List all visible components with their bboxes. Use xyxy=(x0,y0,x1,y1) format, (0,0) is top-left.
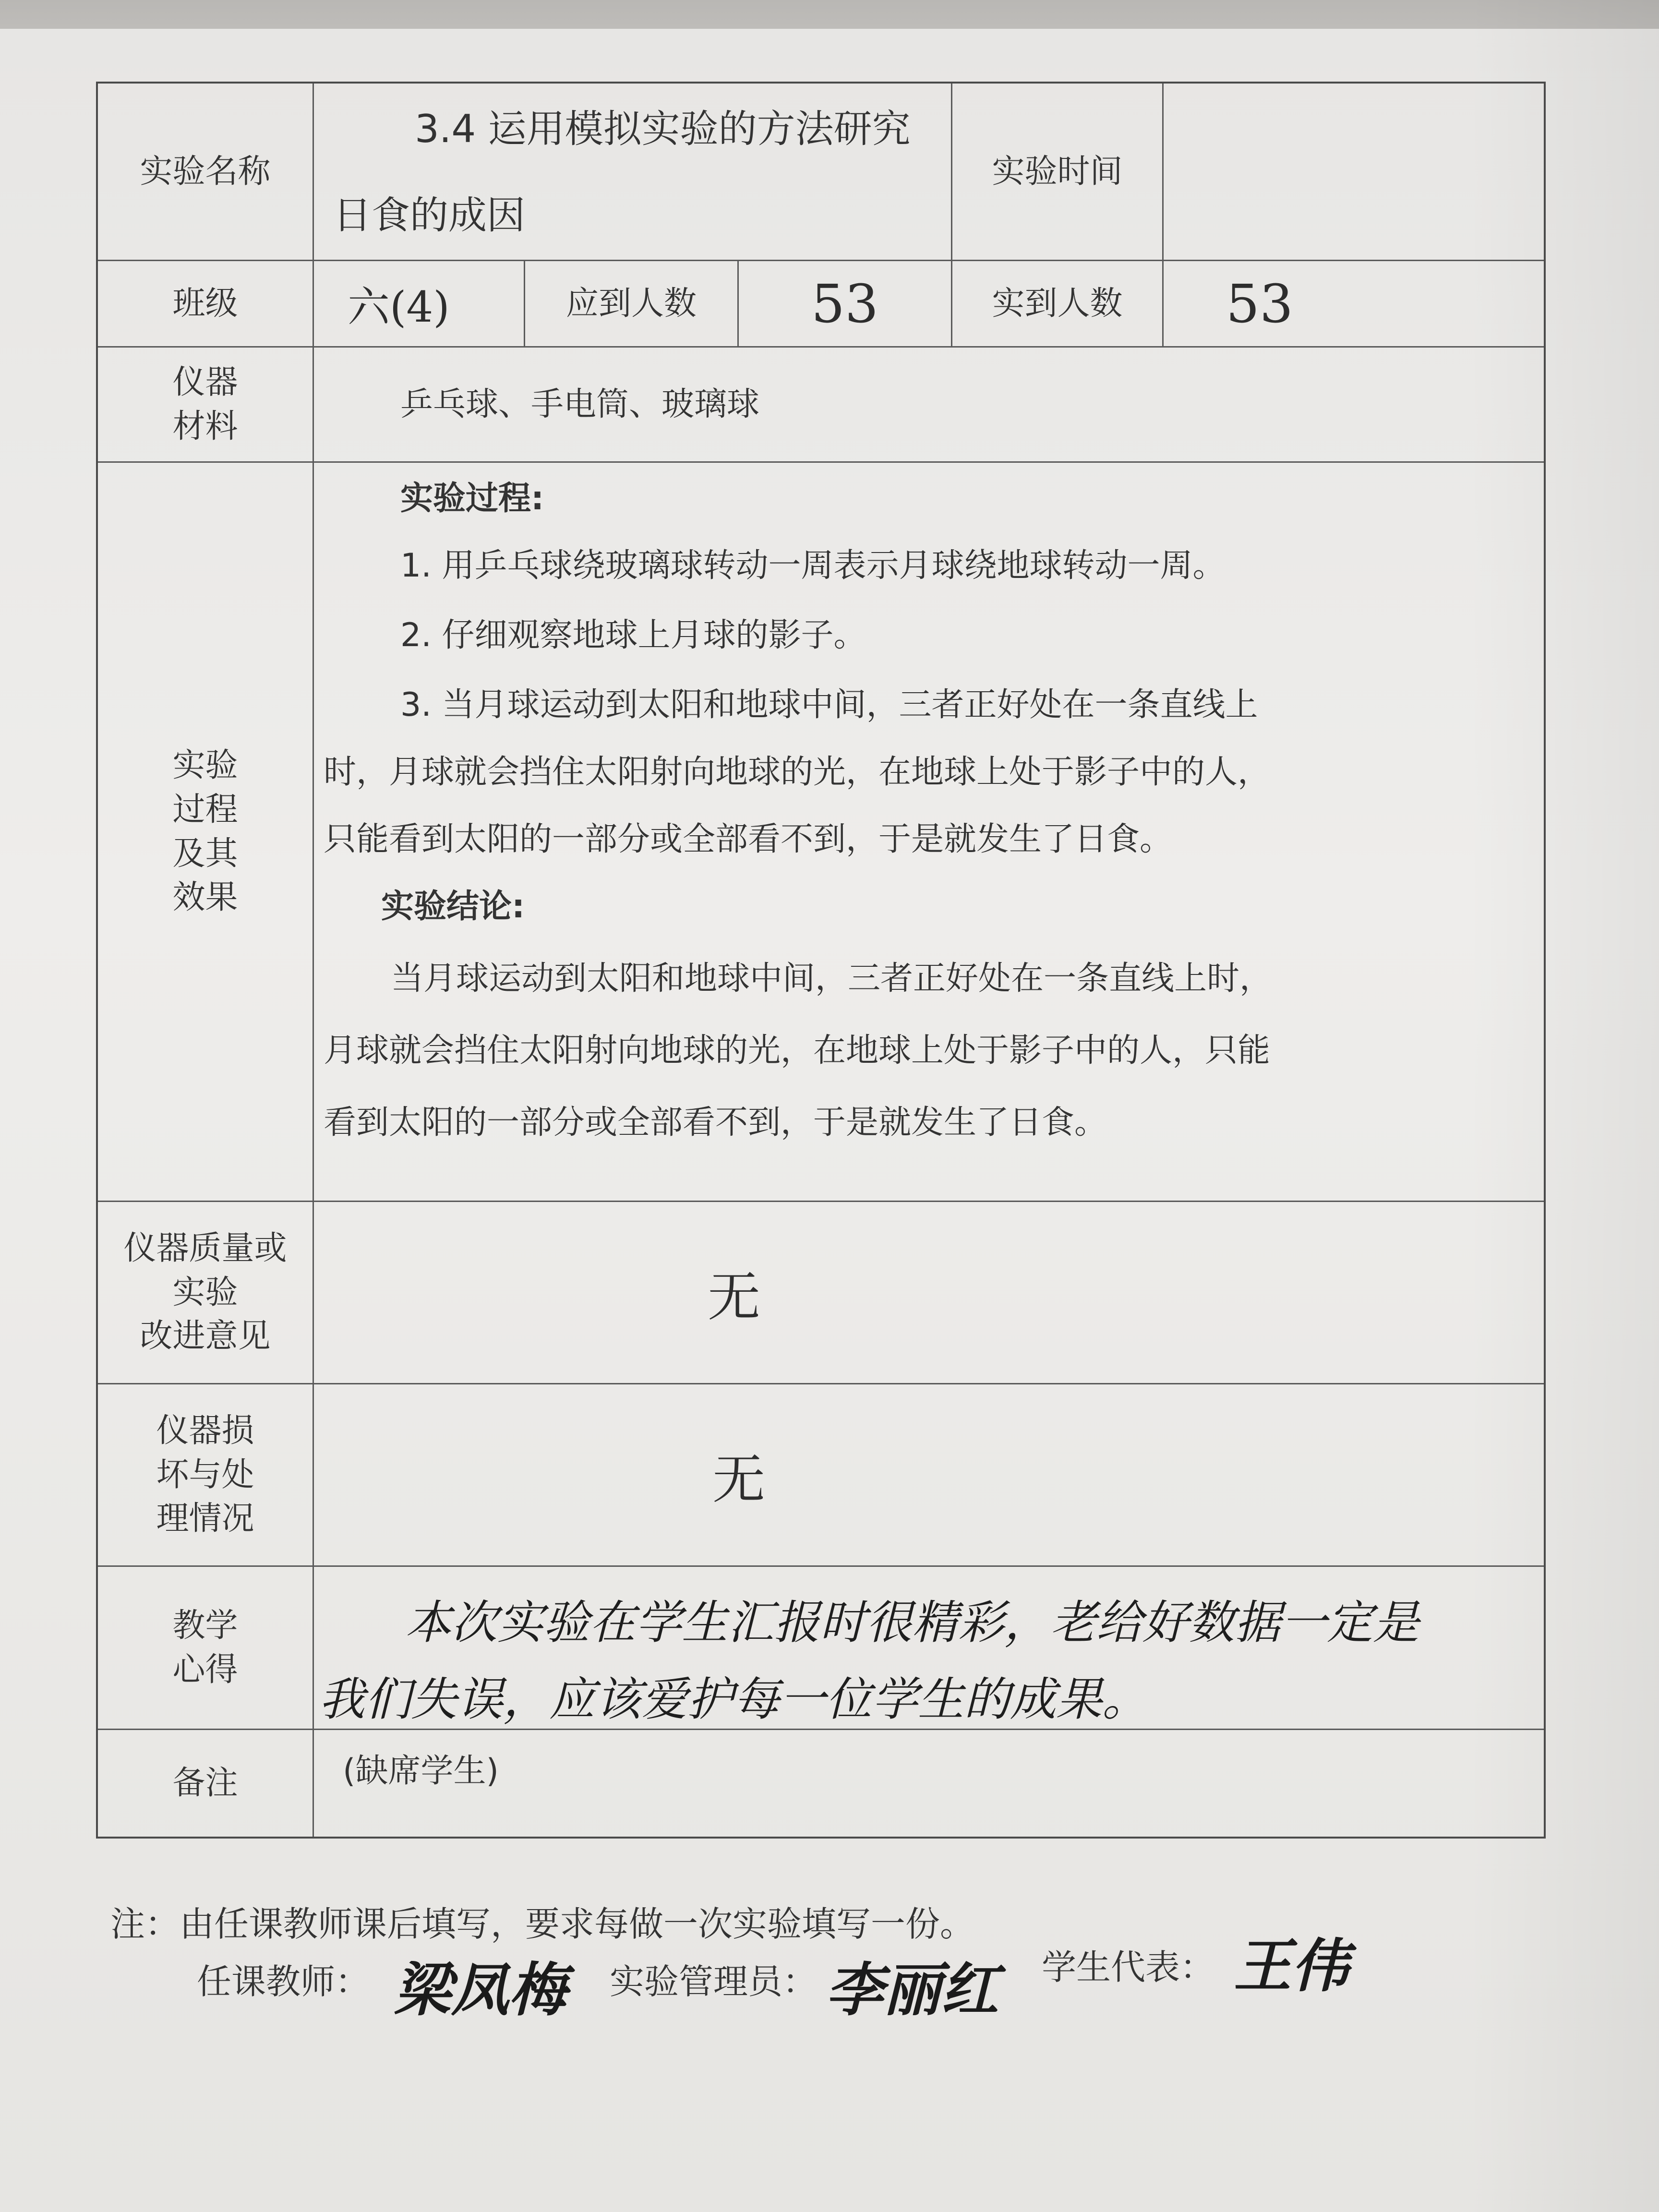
process-step-2: 2. 仔细观察地球上月球的影子。 xyxy=(400,616,866,654)
experiment-name-label: 实验名称 xyxy=(98,84,314,261)
admin-signature: 李丽红 xyxy=(826,1956,998,2024)
teacher-signature: 梁凤梅 xyxy=(394,1956,566,2024)
quality-label xyxy=(98,1202,314,1384)
quality-label-line1: 仪器质量或 xyxy=(123,1229,287,1267)
footer-note: 注：由任课教师课后填写，要求每做一次实验填写一份。 xyxy=(110,1904,975,1944)
damage-label-line1: 仪器损 xyxy=(156,1411,254,1450)
experiment-time-value[interactable] xyxy=(1164,84,1544,261)
conclusion-line-3: 看到太阳的一部分或全部看不到，于是就发生了日食。 xyxy=(324,1104,1107,1142)
remarks-label: 备注 xyxy=(98,1730,314,1837)
process-step-3-cont1: 时，月球就会挡住太阳射向地球的光，在地球上处于影子中的人， xyxy=(324,753,1271,791)
remarks-value[interactable]: (缺席学生) xyxy=(343,1752,499,1790)
experiment-title-line1: 3.4 运用模拟实验的方法研究 xyxy=(415,107,911,151)
conclusion-line-2: 月球就会挡住太阳射向地球的光，在地球上处于影子中的人，只能 xyxy=(324,1032,1271,1070)
actual-count-label: 实到人数 xyxy=(952,261,1164,348)
conclusion-heading: 实验结论: xyxy=(381,888,525,926)
experiment-title-line2: 日食的成因 xyxy=(333,193,525,238)
class-value[interactable]: 六(4) xyxy=(314,261,525,348)
damage-label xyxy=(98,1384,314,1567)
process-label-line3: 及其 xyxy=(172,834,238,873)
student-rep-signature: 王伟 xyxy=(1234,1932,1349,2000)
materials-label-line1: 仪器 xyxy=(172,363,238,401)
materials-value[interactable]: 乒乓球、手电筒、玻璃球 xyxy=(314,348,1544,463)
quality-label-line3: 改进意见 xyxy=(140,1317,271,1356)
damage-label-line3: 理情况 xyxy=(156,1500,254,1538)
damage-value[interactable]: 无 xyxy=(314,1384,1544,1567)
class-label: 班级 xyxy=(98,261,314,348)
process-heading: 实验过程: xyxy=(400,480,544,517)
process-step-3-cont2: 只能看到太阳的一部分或全部看不到，于是就发生了日食。 xyxy=(324,820,1173,858)
admin-label: 实验管理员： xyxy=(610,1961,817,2002)
process-content[interactable] xyxy=(314,463,1544,1202)
reflection-content[interactable] xyxy=(314,1567,1544,1730)
teacher-label: 任课教师： xyxy=(197,1961,370,2002)
process-step-1: 1. 用乒乓球绕玻璃球转动一周表示月球绕地球转动一周。 xyxy=(400,547,1226,585)
process-label-line2: 过程 xyxy=(172,790,238,829)
experiment-title-cell xyxy=(314,84,952,261)
experiment-record-form xyxy=(96,82,1546,1839)
actual-count-value[interactable]: 53 xyxy=(1164,261,1544,348)
reflection-label-line1: 教学 xyxy=(172,1606,238,1645)
quality-value[interactable]: 无 xyxy=(314,1202,1544,1384)
conclusion-line-1: 当月球运动到太阳和地球中间，三者正好处在一条直线上时， xyxy=(391,960,1273,998)
damage-label-line2: 坏与处 xyxy=(156,1455,254,1494)
reflection-label-line2: 心得 xyxy=(172,1650,238,1689)
expected-count-label: 应到人数 xyxy=(525,261,739,348)
materials-label xyxy=(98,348,314,463)
materials-label-line2: 材料 xyxy=(172,407,238,445)
reflection-label xyxy=(98,1567,314,1730)
reflection-line-1: 本次实验在学生汇报时很精彩，老给好数据一定是 xyxy=(405,1596,1419,1649)
process-label-line4: 效果 xyxy=(172,878,238,917)
process-label-line1: 实验 xyxy=(172,746,238,784)
experiment-time-label: 实验时间 xyxy=(952,84,1164,261)
expected-count-value[interactable]: 53 xyxy=(739,261,952,348)
quality-label-line2: 实验 xyxy=(172,1273,238,1311)
process-step-3: 3. 当月球运动到太阳和地球中间，三者正好处在一条直线上 xyxy=(400,686,1258,724)
student-rep-label: 学生代表： xyxy=(1042,1947,1215,1987)
reflection-line-2: 我们失误，应该爱护每一位学生的成果。 xyxy=(319,1672,1148,1726)
process-label xyxy=(98,463,314,1202)
